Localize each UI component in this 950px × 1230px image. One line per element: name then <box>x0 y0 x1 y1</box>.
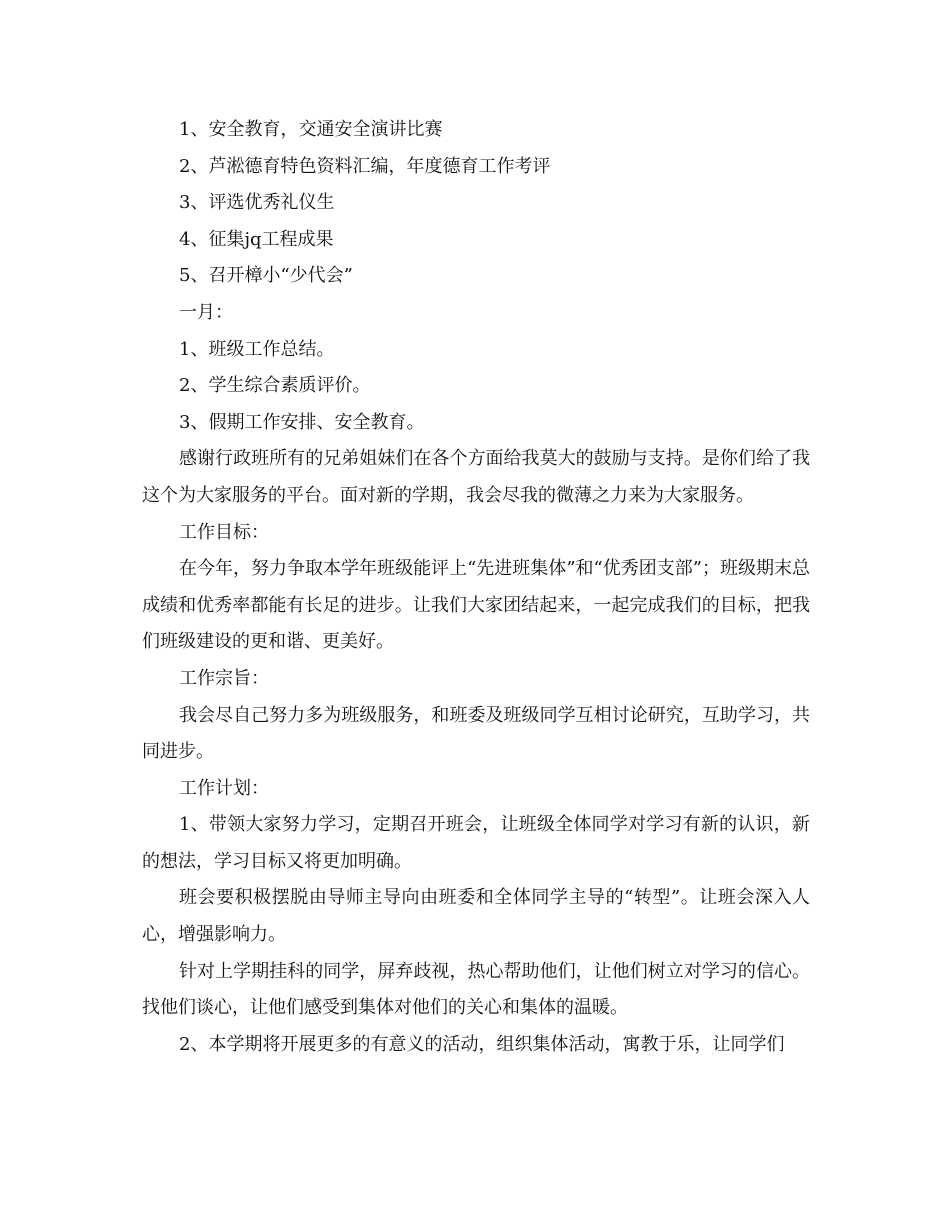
paragraph-goal: 在今年，努力争取本学年班级能评上“先进班集体”和“优秀团支部”；班级期末总成绩和优秀率都能有长足的进步。让我们大家团结起来，一起完成我们的目标，把我们班级建设的更和谐、更美好。 <box>142 558 810 653</box>
paragraph-plan-1: 1、带领大家努力学习，定期召开班会，让班级全体同学对学习有新的认识，新的想法，学习目标又将更加明确。 <box>142 814 810 872</box>
paragraph-7: 1、班级工作总结。 <box>179 338 335 360</box>
paragraph-purpose: 我会尽自己努力多为班级服务，和班委及班级同学互相讨论研究，互助学习，共同进步。 <box>142 704 810 763</box>
document-body <box>142 112 810 1063</box>
paragraph-9: 3、假期工作安排、安全教育。 <box>179 411 425 433</box>
heading-january: 一月： <box>179 301 233 323</box>
heading-work-purpose: 工作宗旨： <box>179 667 269 689</box>
paragraph-5: 5、召开樟小“少代会” <box>179 265 353 287</box>
paragraph-2: 2、芦淞德育特色资料汇编，年度德育工作考评 <box>179 155 551 177</box>
paragraph-class-meeting: 班会要积极摆脱由导师主导向由班委和全体同学主导的“转型”。让班会深入人心，增强影响力。 <box>142 887 810 946</box>
paragraph-1: 1、安全教育，交通安全演讲比赛 <box>179 119 443 140</box>
paragraph-plan-2: 2、本学期将开展更多的有意义的活动，组织集体活动，寓教于乐，让同学们 <box>179 1033 785 1055</box>
paragraph-help-students: 针对上学期挂科的同学，屏弃歧视，热心帮助他们，让他们树立对学习的信心。找他们谈心，让他们感受到集体对他们的关心和集体的温暖。 <box>142 960 810 1019</box>
heading-work-goal: 工作目标： <box>179 521 269 543</box>
paragraph-4: 4、征集jq工程成果 <box>179 228 334 250</box>
paragraph-3: 3、评选优秀礼仪生 <box>179 192 335 214</box>
heading-work-plan: 工作计划： <box>179 777 269 799</box>
paragraph-8: 2、学生综合素质评价。 <box>179 375 371 397</box>
paragraph-thanks: 感谢行政班所有的兄弟姐妹们在各个方面给我莫大的鼓励与支持。是你们给了我这个为大家服务的平台。面对新的学期，我会尽我的微薄之力来为大家服务。 <box>142 448 810 506</box>
